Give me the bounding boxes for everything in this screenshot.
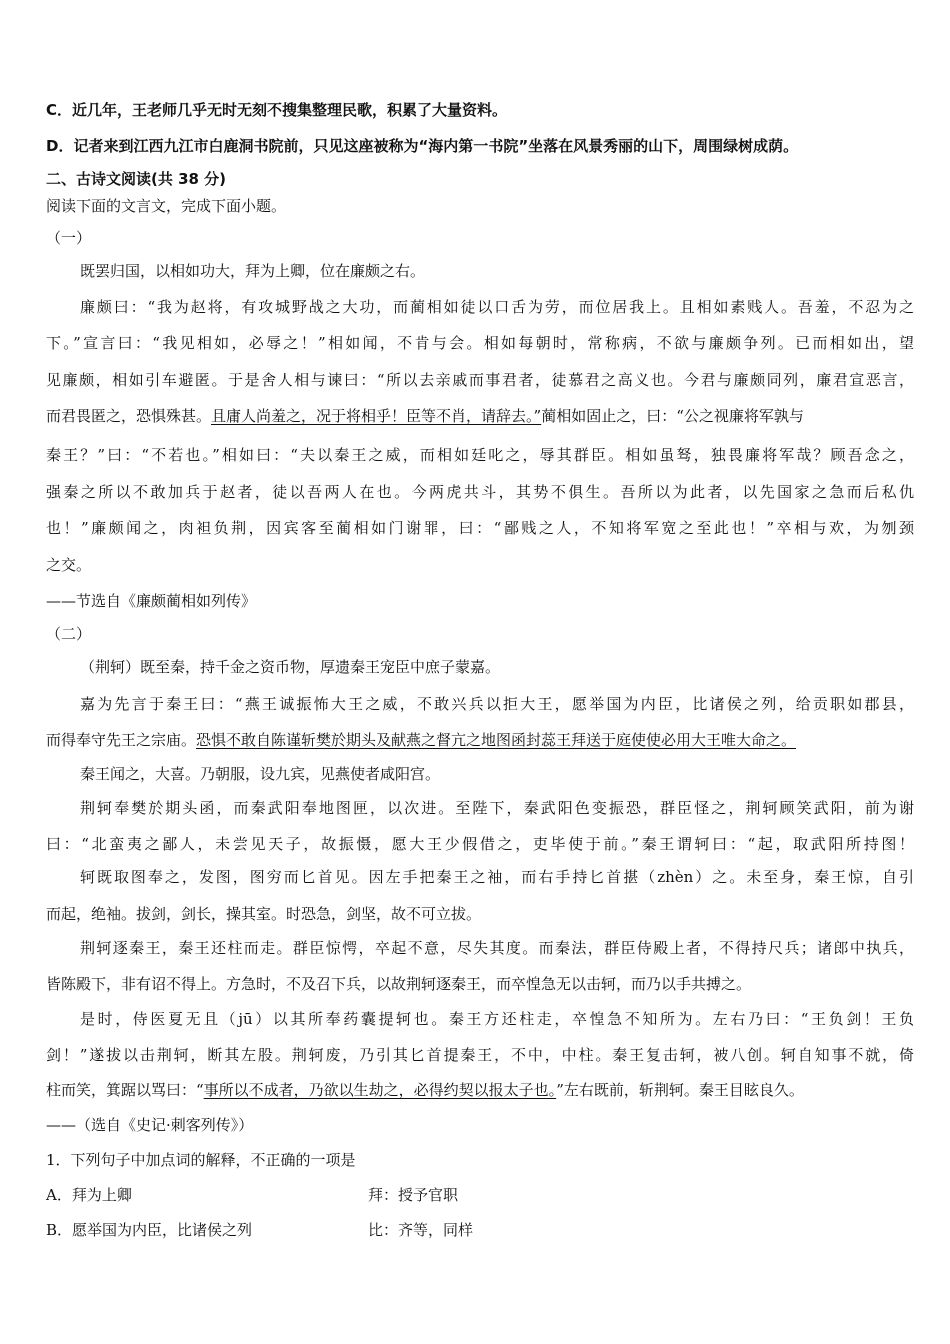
part-two-label: （二）: [46, 625, 92, 643]
passage2-line: 荆轲奉樊於期头函，而秦武阳奉地图匣，以次进。至陛下，秦武阳色变振恐，群臣怪之，荆轲顾笑武阳，前为谢: [80, 799, 914, 817]
instruction: 阅读下面的文言文，完成下面小题。: [46, 197, 287, 215]
option-d: D．记者来到江西九江市白鹿洞书院前，只见这座被称为“海内第一书院”坐落在风景秀丽的山下，周围绿树成荫。: [46, 137, 799, 155]
passage2-line: 秦王闻之，大喜。乃朝服，设九宾，见燕使者咸阳宫。: [80, 765, 441, 783]
option-a-text: A．拜为上卿: [46, 1186, 132, 1204]
option-a-gloss: 拜：授予官职: [368, 1186, 459, 1204]
passage2-line: （荆轲）既至秦，持千金之资币物，厚遗秦王宠臣中庶子蒙嘉。: [80, 658, 501, 676]
passage1-line: 之交。: [46, 556, 92, 574]
passage2-line: 是时，侍医夏无且（jū）以其所奉药囊提轲也。秦王方还柱走，卒惶急不知所为。左右乃曰：“王负剑！王负: [80, 1010, 914, 1028]
option-b-gloss: 比：齐等，同样: [368, 1221, 474, 1239]
passage1-line: 强秦之所以不敢加兵于赵者，徒以吾两人在也。今两虎共斗，其势不俱生。吾所以为此者，以先国家之急而后私仇: [46, 483, 914, 501]
option-c: C．近几年，王老师几乎无时无刻不搜集整理民歌，积累了大量资料。: [46, 101, 508, 119]
option-a: [46, 1185, 646, 1205]
passage1-line: [46, 406, 804, 426]
passage1-line: 也！”廉颇闻之，肉袒负荆，因宾客至蔺相如门谢罪，曰：“鄙贱之人，不知将军宽之至此也！”卒相与欢，为刎颈: [46, 519, 914, 537]
text-segment: 而君畏匿之，恐惧殊甚。: [46, 407, 212, 425]
passage1-line: 秦王？”曰：“不若也。”相如曰：“夫以秦王之威，而相如廷叱之，辱其群臣。相如虽驽，独畏廉将军哉？顾吾念之，: [46, 446, 914, 464]
passage2-line: 轲既取图奉之，发图，图穷而匕首见。因左手把秦王之袖，而右手持匕首揕（zhèn）之。未至身，秦王惊，自引: [80, 868, 914, 886]
passage2-line: 荆轲逐秦王，秦王还柱而走。群臣惊愕，卒起不意，尽失其度。而秦法，群臣侍殿上者，不得持尺兵；诸郎中执兵，: [80, 939, 914, 957]
text-segment: 而得奉守先王之宗庙。: [46, 731, 197, 749]
passage2-line: 嘉为先言于秦王曰：“燕王诚振怖大王之威，不敢兴兵以拒大王，愿举国为内臣，比诸侯之列，给贡职如郡县，: [80, 695, 914, 713]
passage1-line: 下。”宣言曰：“我见相如，必辱之！”相如闻，不肯与会。相如每朝时，常称病，不欲与廉颇争列。已而相如出，望: [46, 334, 914, 352]
passage1-para1: 既罢归国，以相如功大，拜为上卿，位在廉颇之右。: [80, 262, 426, 280]
passage2-line: 曰：“北蛮夷之鄙人，未尝见天子，故振慑，愿大王少假借之，吏毕使于前。”秦王谓轲曰：“起，取武阳所持图！: [46, 835, 914, 853]
underlined-sentence: 恐惧不敢自陈谨斩樊於期头及献燕之督亢之地图函封蕊王拜送于庭使使必用大王唯大命之。: [196, 731, 797, 749]
passage2-line: 而起，绝袖。拔剑，剑长，操其室。时恐急，剑坚，故不可立拔。: [46, 905, 482, 923]
question-1: 1．下列句子中加点词的解释，不正确的一项是: [46, 1151, 356, 1169]
passage1-line: 见廉颇，相如引车避匿。于是舍人相与谏曰：“所以去亲戚而事君者，徒慕君之高义也。今君与廉颇同列，廉君宣恶言，: [46, 371, 914, 389]
option-b-text: B．愿举国为内臣，比诸侯之列: [46, 1221, 253, 1239]
passage2-line: 皆陈殿下，非有诏不得上。方急时，不及召下兵，以故荆轲逐秦王，而卒惶急无以击轲，而乃以手共搏之。: [46, 975, 752, 993]
part-one-label: （一）: [46, 229, 92, 247]
text-segment: 蔺相如固止之，曰：“公之视廉将军孰与: [541, 407, 804, 425]
underlined-sentence: 且庸人尚羞之，况于将相乎！臣等不肖，请辞去。”: [211, 407, 542, 425]
passage2-line: 剑！”遂拔以击荆轲，断其左股。荆轲废，乃引其匕首提秦王，不中，中柱。秦王复击轲，被八创。轲自知事不就，倚: [46, 1046, 914, 1064]
passage2-line: [46, 1080, 804, 1100]
source-citation-1: ——节选自《廉颇蔺相如列传》: [46, 592, 257, 610]
passage1-line: 廉颇曰：“我为赵将，有攻城野战之大功，而蔺相如徒以口舌为劳，而位居我上。且相如素贱人。吾羞，不忍为之: [80, 298, 914, 316]
text-segment: ”左右既前，斩荆轲。秦王目眩良久。: [556, 1081, 804, 1099]
section-heading: 二、古诗文阅读(共 38 分): [46, 170, 227, 188]
option-b: [46, 1220, 646, 1240]
passage2-line: [46, 730, 796, 750]
underlined-sentence: 事所以不成者，乃欲以生劫之，必得约契以报太子也。: [203, 1081, 557, 1099]
source-citation-2: ——（选自《史记·刺客列传》）: [46, 1116, 254, 1134]
text-segment: 柱而笑，箕踞以骂曰：“: [46, 1081, 204, 1099]
